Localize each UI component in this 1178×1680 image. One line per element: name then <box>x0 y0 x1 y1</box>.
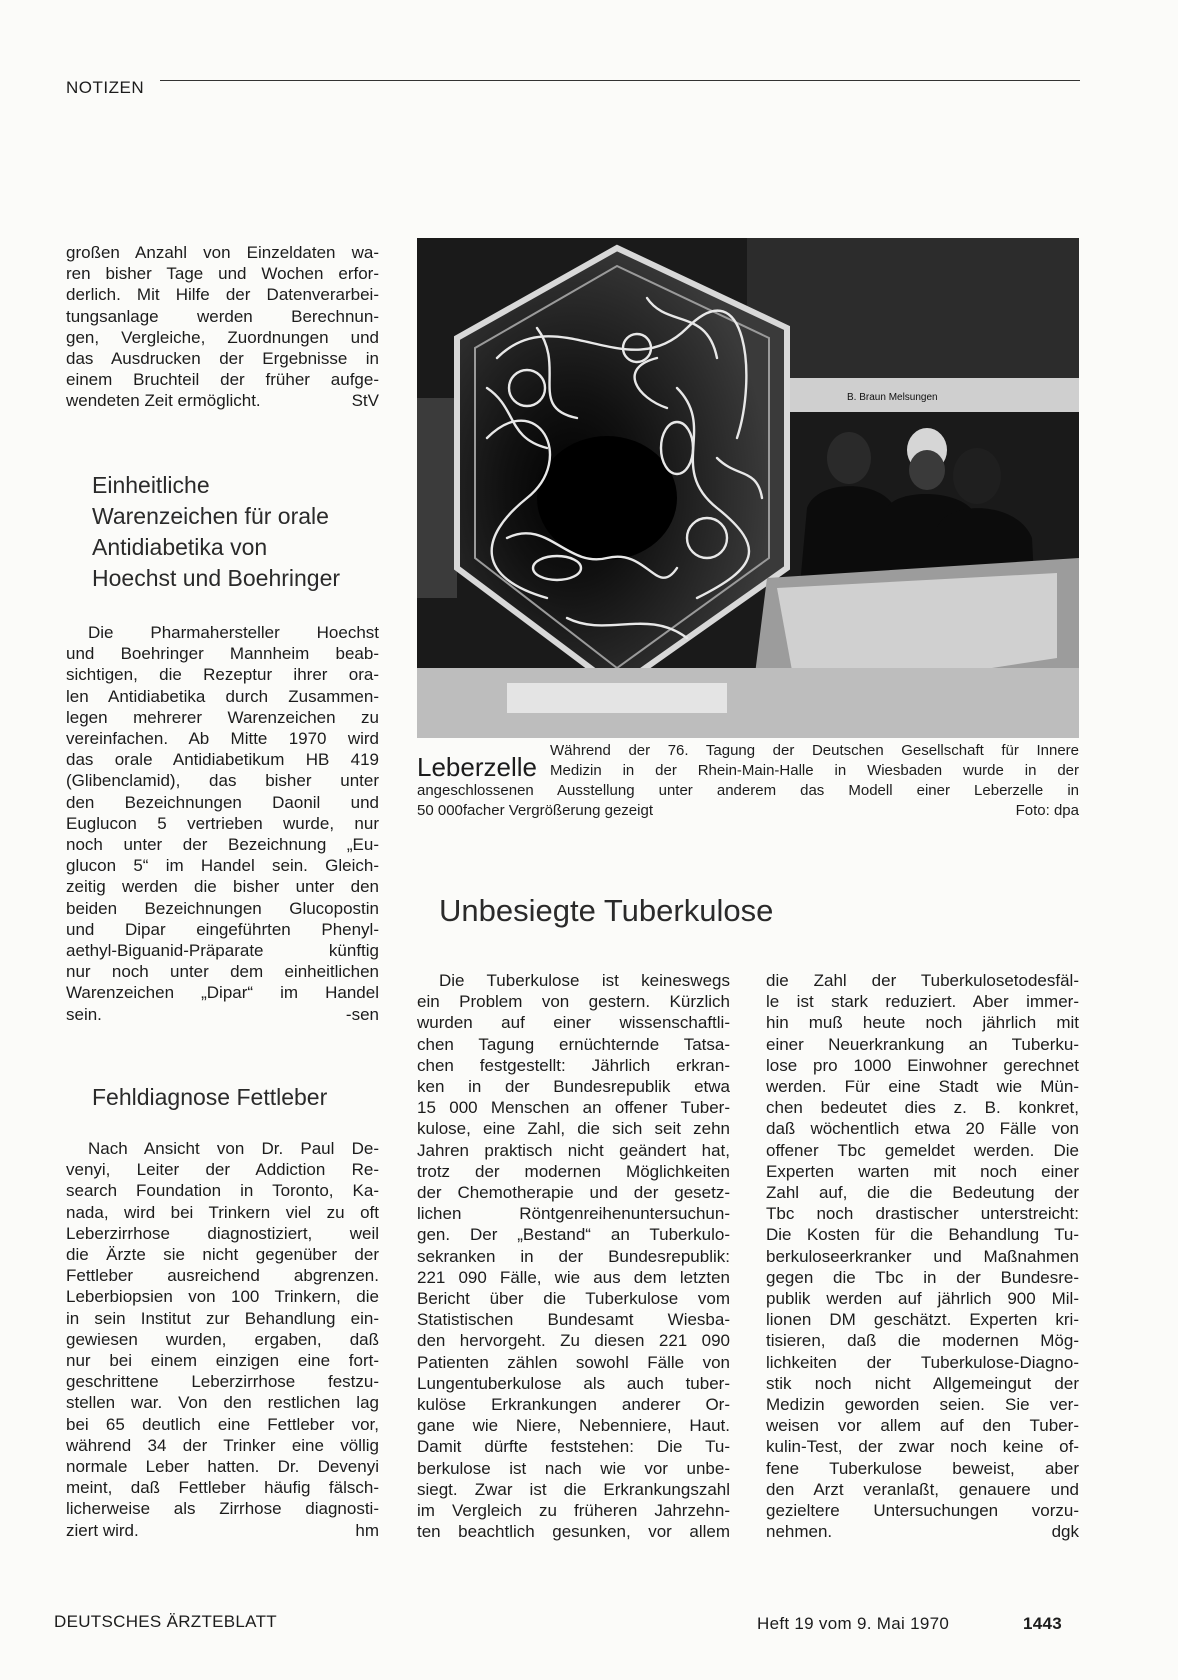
article2-lines-line: und Boehringer Mannheim beab- <box>66 644 379 664</box>
main-col1-lines-line: Die Tuberkulose ist keineswegs <box>439 971 730 990</box>
intro-lines-line: gen, Vergleiche, Zuordnungen und <box>66 327 379 347</box>
main-col2-lines-line: Die Kosten für die Behandlung Tu- <box>766 1225 1079 1245</box>
article2-lines <box>66 622 379 1004</box>
article3-lines-line: nur bei einem einzigen eine fort- <box>66 1351 379 1371</box>
main-col1-lines-line: trotz der modernen Möglichkeiten <box>417 1161 730 1181</box>
main-col1-lines-line: gen. Der „Bestand“ an Tuberkulo- <box>417 1225 730 1245</box>
main-col2-lines-line: publik werden auf jährlich 900 Mil- <box>766 1289 1079 1309</box>
article2-lines-line: Euglucon 5 vertrieben wurde, nur <box>66 813 379 833</box>
main-col2-lines-line: gezieltere Untersuchungen vorzu- <box>766 1501 1079 1521</box>
main-col1-lines-line: wurden auf einer wissenschaftli- <box>417 1013 730 1033</box>
main-col2-lines-line: Medizin geworden seien. Sie ver- <box>766 1395 1079 1415</box>
article3-lines-line: licherweise als Zirrhose diagnosti- <box>66 1499 379 1519</box>
photo-credit: Foto: dpa <box>1015 802 1079 819</box>
article3-lines-line: meint, daß Fettleber häufig fälsch- <box>66 1478 379 1498</box>
article2-lines-line: aethyl-Biguanid-Präparate künftig <box>66 941 379 961</box>
section-label: NOTIZEN <box>66 78 145 97</box>
main-col2-lines-line: hin muß heute noch jährlich mit <box>766 1013 1079 1033</box>
footer-publication: DEUTSCHES ÄRZTEBLATT <box>54 1612 277 1631</box>
intro-last-line <box>66 390 379 411</box>
article2-lines-line: vereinfachen. Ab Mitte 1970 wird <box>66 729 379 749</box>
intro-lines-line: einem Bruchteil der früher aufge- <box>66 370 379 390</box>
article2-lines-line: nur noch unter dem einheitlichen <box>66 962 379 982</box>
article2-lines-line: Warenzeichen „Dipar“ im Handel <box>66 983 379 1003</box>
article2-signature: -sen <box>345 1004 379 1024</box>
main-col2-lines-line: Tbc noch drastischer unterstreicht: <box>766 1204 1079 1224</box>
caption-line-1: Während der 76. Tagung der Deutschen Gesellschaft für Innere <box>550 742 1079 759</box>
main-col1-lines-line: berkulose ist nach wie vor unbe- <box>417 1458 730 1478</box>
article3-lines-line: Leberzirrhose diagnostiziert, weil <box>66 1223 379 1243</box>
article2-lines-line: noch unter der Bezeichnung „Eu- <box>66 835 379 855</box>
article2-lines-line: (Glibenclamid), das bisher unter <box>66 771 379 791</box>
main-col1-lines-line: im Vergleich zu früheren Jahrzehn- <box>417 1501 730 1521</box>
main-col1-lines-line: 221 090 Fälle, wie aus dem letzten <box>417 1267 730 1287</box>
article2-lines-line: Die Pharmahersteller Hoechst <box>88 623 379 642</box>
main-col1-lines-line: sekranken in der Bundesrepublik: <box>417 1246 730 1266</box>
main-col2-lines-line: werden. Für eine Stadt wie Mün- <box>766 1077 1079 1097</box>
article2-heading-lines-line: Antidiabetika von <box>92 534 268 560</box>
main-col1-lines-line: ken in der Bundesrepublik etwa <box>417 1077 730 1097</box>
article3-lines-line: normale Leber hatten. Dr. Devenyi <box>66 1457 379 1477</box>
article3-lines-line: nada, wird bei Trinkern viel zu oft <box>66 1202 379 1222</box>
main-col2-lines-line: chen bedeutet dies z. B. konkret, <box>766 1098 1079 1118</box>
main-col1 <box>417 970 730 1542</box>
main-article-title: Unbesiegte Tuberkulose <box>439 893 774 928</box>
article2-lines-line: und Dipar eingeführten Phenyl- <box>66 919 379 939</box>
main-col2-lines-line: kulin-Test, der zwar noch keine of- <box>766 1437 1079 1457</box>
article2-heading-lines-line: Hoechst und Boehringer <box>92 565 341 591</box>
article2-lines-line: den Bezeichnungen Daonil und <box>66 792 379 812</box>
main-col1-lines-line: chen Tagung ernüchternde Tatsa- <box>417 1034 730 1054</box>
caption-last-line <box>417 801 1079 821</box>
intro-lines-line: tungsanlage werden Berechnun- <box>66 306 379 326</box>
article3-lines <box>66 1138 379 1520</box>
main-col2-lines-line: berkuloseerkranker und Maßnahmen <box>766 1246 1079 1266</box>
article2-heading <box>92 470 392 594</box>
main-col2-lines <box>766 970 1079 1521</box>
article2-lines-line: legen mehrerer Warenzeichen zu <box>66 707 379 727</box>
article3-lines-line: während 34 der Trinker eine völlig <box>66 1435 379 1455</box>
article3-lines-line: Leberbiopsien von 100 Trinkern, die <box>66 1287 379 1307</box>
article2-end: sein. <box>66 1004 102 1024</box>
article3-lines-line: bei 65 deutlich eine Fettleber vor, <box>66 1414 379 1434</box>
article2-body <box>66 622 379 1025</box>
intro-lines-line: derlich. Mit Hilfe der Datenverarbei- <box>66 285 379 305</box>
article2-lines-line: len Antidiabetika durch Zusammen- <box>66 686 379 706</box>
main-col1-lines-line: ten beachtlich gesunken, vor allem <box>417 1522 730 1542</box>
main-col1-lines-line: der Chemotherapie und der gesetz- <box>417 1183 730 1203</box>
left-intro <box>66 242 379 412</box>
article3-lines-line: Fettleber ausreichend abgrenzen. <box>66 1266 379 1286</box>
main-col2-end: nehmen. <box>766 1522 833 1542</box>
main-col2-lines-line: gegen die Tbc in der Bundesre- <box>766 1267 1079 1287</box>
main-col2-lines-line: einer Neuerkrankung an Tuberku- <box>766 1034 1079 1054</box>
main-col2-lines-line: stik noch nicht Allgemeingut der <box>766 1373 1079 1393</box>
photo-illustration <box>417 238 1079 738</box>
main-col1-lines-line: Jahren praktisch nicht geändert hat, <box>417 1140 730 1160</box>
article2-heading-lines <box>92 470 392 594</box>
cell-nucleus <box>537 436 677 560</box>
main-col1-lines-line: lichen Röntgenreihenuntersuchun- <box>417 1204 730 1224</box>
main-col1-lines-line: Bericht über die Tuberkulose vom <box>417 1289 730 1309</box>
photo-liver-cell-model <box>417 238 1079 738</box>
main-col2-lines-line: lionen DM geschätzt. Experten kri- <box>766 1310 1079 1330</box>
main-col1-lines-line: kulöse Erkrankungen anderer Or- <box>417 1395 730 1415</box>
main-col1-lines-line: ein Problem von gestern. Kürzlich <box>417 992 730 1012</box>
main-col2-lines-line: Experten warten mit noch einer <box>766 1161 1079 1181</box>
footer-issue: Heft 19 vom 9. Mai 1970 <box>757 1614 950 1633</box>
main-col2-lines-line: die Zahl der Tuberkulosetodesfäl- <box>766 971 1079 990</box>
main-col1-lines-line: siegt. Zwar ist die Erkrankungszahl <box>417 1479 730 1499</box>
article3-lines-line: Nach Ansicht von Dr. Paul De- <box>88 1139 379 1158</box>
article2-lines-line: beiden Bezeichnungen Glucopostin <box>66 898 379 918</box>
photo-sign-text: B. Braun Melsungen <box>847 392 938 403</box>
intro-lines-line: ren bisher Tage und Wochen erfor- <box>66 264 379 284</box>
main-col2-lines-line: tisieren, daß die modernen Mög- <box>766 1331 1079 1351</box>
intro-lines-line: großen Anzahl von Einzeldaten wa- <box>66 243 379 262</box>
caption-line-2: Medizin in der Rhein-Main-Halle in Wiesbaden wurde in der <box>550 762 1079 779</box>
caption-lines-bottom <box>417 781 1079 821</box>
article2-lines-line: das orale Antidiabetikum HB 419 <box>66 750 379 770</box>
intro-signature: StV <box>351 391 379 411</box>
article3-last-line <box>66 1520 379 1541</box>
main-col1-lines-line: chen festgestellt: Jährlich erkran- <box>417 1055 730 1075</box>
main-col2-signature: dgk <box>1051 1522 1079 1542</box>
article3-lines-line: die Ärzte sie nicht gegenüber der <box>66 1245 379 1265</box>
main-col2-lines-line: weisen vor allem auf den Tuber- <box>766 1416 1079 1436</box>
main-col1-lines <box>417 970 730 1542</box>
article2-heading-lines-line: Einheitliche <box>92 472 210 498</box>
intro-lines <box>66 242 379 390</box>
article2-lines-line: zeitig werden die bisher unter den <box>66 877 379 897</box>
main-col1-lines-line: Damit dürfte feststehen: Die Tu- <box>417 1437 730 1457</box>
main-col2-lines-line: lose pro 1000 Einwohner gerechnet <box>766 1055 1079 1075</box>
intro-end: wendeten Zeit ermöglicht. <box>66 391 261 411</box>
main-col2-lines-line: offener Tbc gemeldet werden. Die <box>766 1140 1079 1160</box>
article2-lines-line: sichtigen, die Rezeptur ihrer ora- <box>66 665 379 685</box>
main-col2-lines-line: daß wöchentlich etwa 20 Fälle von <box>766 1119 1079 1139</box>
main-col1-lines-line: Statistischen Bundesamt Wiesba- <box>417 1310 730 1330</box>
main-col1-lines-line: den hervorgeht. Zu diesen 221 090 <box>417 1331 730 1351</box>
header-rule <box>160 80 1080 81</box>
article3-lines-line: search Foundation in Toronto, Ka- <box>66 1181 379 1201</box>
article3-lines-line: stellen war. Von den restlichen lag <box>66 1393 379 1413</box>
main-col2-lines-line: den Arzt veranlaßt, genauere und <box>766 1479 1079 1499</box>
article3-signature: hm <box>355 1520 379 1540</box>
main-col2-lines-line: Zahl auf, die die Bedeutung der <box>766 1183 1079 1203</box>
main-col1-lines-line: 15 000 Menschen an offener Tuber- <box>417 1098 730 1118</box>
main-col1-lines-line: kulose, eine Zahl, die sich seit zehn <box>417 1119 730 1139</box>
caption-lines-top <box>550 741 1079 781</box>
article3-lines-line: geschrittene Leberzirrhose festzu- <box>66 1372 379 1392</box>
main-col1-lines-line: Patienten zählen sowohl Fälle von <box>417 1352 730 1372</box>
article3-end: ziert wird. <box>66 1520 139 1540</box>
article2-heading-lines-line: Warenzeichen für orale <box>92 503 329 529</box>
main-col2 <box>766 970 1079 1542</box>
article3-body <box>66 1138 379 1541</box>
article3-lines-line: venyi, Leiter der Addiction Re- <box>66 1160 379 1180</box>
article3-lines-line: gewiesen wurden, ergaben, daß <box>66 1329 379 1349</box>
article3-heading: Fehldiagnose Fettleber <box>92 1084 328 1110</box>
main-col1-lines-line: gane wie Niere, Nebenniere, Haut. <box>417 1416 730 1436</box>
article2-lines-line: glucon 5“ im Handel sein. Gleich- <box>66 856 379 876</box>
main-col2-lines-line: fene Tuberkulose beweist, aber <box>766 1458 1079 1478</box>
caption-label: Leberzelle <box>417 752 537 782</box>
intro-lines-line: das Ausdrucken der Ergebnisse in <box>66 349 379 369</box>
main-col2-lines-line: lichkeiten der Tuberkulose-Diagno- <box>766 1352 1079 1372</box>
article3-lines-line: in sein Institut zur Behandlung ein- <box>66 1308 379 1328</box>
article2-last-line <box>66 1004 379 1025</box>
main-col2-lines-line: le ist stark reduziert. Aber immer- <box>766 992 1079 1012</box>
caption-end: 50 000facher Vergrößerung gezeigt <box>417 802 653 819</box>
main-col2-last-line <box>766 1521 1079 1542</box>
footer-page-number: 1443 <box>1023 1614 1063 1633</box>
main-col1-lines-line: Lungentuberkulose als auch tuber- <box>417 1373 730 1393</box>
caption-line-3: angeschlossenen Ausstellung unter anderem das Modell einer Leberzelle in <box>417 782 1079 799</box>
